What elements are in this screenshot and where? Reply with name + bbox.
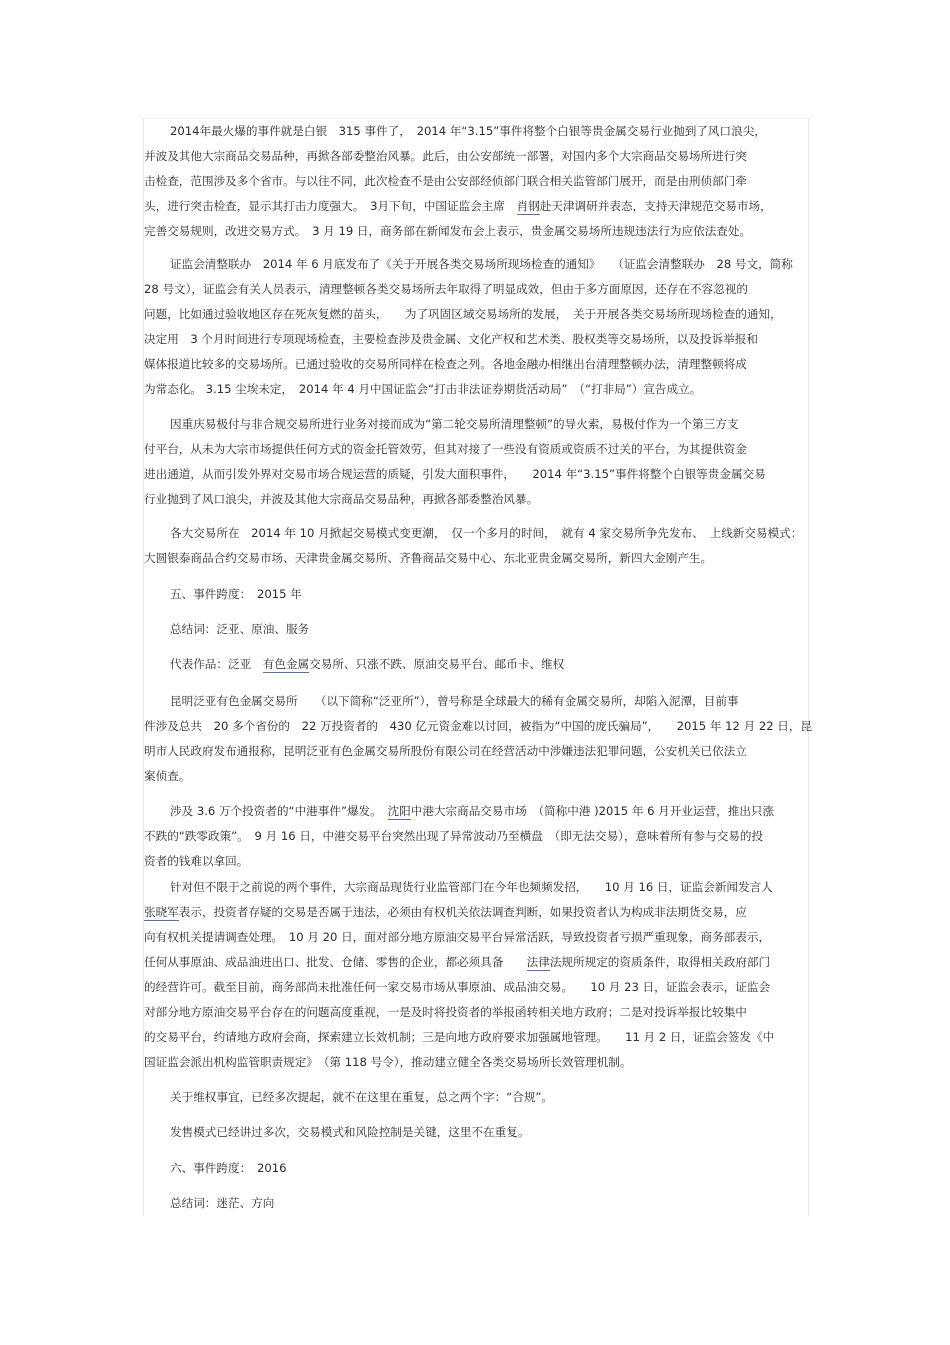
text-line: 因重庆易极付与非合规交易所进行业务对接而成为“第二轮交易所清理整顿”的导火索，易极付作为一个第三方支 [170, 417, 739, 431]
link-zhang-xiaojun[interactable]: 张晓军 [144, 905, 179, 919]
text-line: 针对但不限于之前说的两个事件，大宗商品现货行业监管部门在今年也频频发招， 10 月 16 日，证监会新闻发言人 [170, 880, 773, 894]
summary-words-2016 [144, 1191, 274, 1216]
paragraph-3 [144, 412, 766, 512]
representative-works [144, 652, 564, 677]
text-line: 六、事件跨度： 2016 [170, 1161, 287, 1175]
summary-words-2015 [144, 617, 309, 642]
text-line: 大圆银泰商品合约交易市场、天津贵金属交易所、齐鲁商品交易中心、东北亚贵金属交易所，新四大金刚产生。 [144, 551, 713, 565]
link-xiao-gang[interactable]: 肖钢 [516, 199, 540, 213]
section-heading-2015 [144, 582, 302, 607]
paragraph-sales-mode [144, 1120, 529, 1145]
paragraph-rights [144, 1085, 553, 1110]
text-segment: 表示，投资者存疑的交易是否属于违法，必须由有权机关依法调查判断，如果投资者认为构成非法期货交易，应 [178, 905, 747, 919]
text-line: 媒体报道比较多的交易场所。已通过验收的交易所同样在检查之列。各地金融办相继出台清理整顿办法，清理整顿将成 [144, 357, 747, 371]
text-line [144, 194, 772, 219]
text-segment: 头，进行突击检查，显示其打击力度强大。 3月下旬，中国证监会主席 [144, 199, 517, 213]
text-line: 发售模式已经讲过多次，交易模式和风险控制是关键，这里不在重复。 [170, 1125, 530, 1139]
text-segment: 中港大宗商品交易市场 （简称中港 )2015 年 6 月开业运营，推出只涨 [410, 804, 775, 818]
text-line [144, 799, 774, 824]
text-line: 不跌的“跌零政策”。 9 月 16 日，中港交易平台突然出现了异常波动乃至横盘 （即无法交易），意味着所有参与交易的投 [144, 829, 764, 843]
link-shenyang[interactable]: 沈阳 [387, 804, 411, 818]
text-line: 明市人民政府发布通报称，昆明泛亚有色金属交易所股份有限公司在经营活动中涉嫌违法犯罪问题，公安机关已依法立 [144, 744, 747, 758]
text-line: 各大交易所在 2014 年 10 月掀起交易模式变更潮， 仅一个多月的时间， 就有 4 家交易所争先发布、 上线新交易模式： [170, 526, 803, 540]
text-line: 总结词：泛亚、原油、服务 [170, 622, 310, 636]
link-law[interactable]: 法律 [526, 955, 550, 969]
text-line: 国证监会派出机构监管职责规定》 （第 118 号令），推动建立健全各类交易场所长效管理机制。 [144, 1055, 632, 1069]
text-line: 28 号文），证监会有关人员表示，清理整顿各类交易场所去年取得了明显成效，但由于多方面原因，还存在不容忽视的 [144, 282, 748, 296]
text-line: 完善交易规则，改进交易方式。 3 月 19 日，商务部在新闻发布会上表示，贵金属交易场所违规违法行为应依法查处。 [144, 224, 752, 238]
text-line: 证监会清整联办 2014 年 6 月底发布了《关于开展各类交易场所现场检查的通知》 （证监会清整联办 28 号文，简称 [170, 257, 793, 271]
text-line: 问题，比如通过验收地区存在死灰复燃的苗头， 为了巩固区域交易场所的发展， 关于开展各类交易场所现场检查的通知， [144, 307, 782, 321]
text-line: 昆明泛亚有色金属交易所 （以下简称“泛亚所”），曾号称是全球最大的稀有金属交易所，却陷入泥潭，目前事 [170, 694, 739, 708]
paragraph-4 [144, 521, 802, 571]
text-line: 五、事件跨度： 2015 年 [170, 587, 302, 601]
text-line [144, 950, 774, 975]
paragraph-fanya [144, 689, 812, 789]
text-line: 击检查，范围涉及多个省市。与以往不同，此次检查不是由公安部经侦部门联合相关监管部门展开，而是由刑侦部门牵 [144, 174, 747, 188]
text-segment: 赴天津调研并表态，支持天津规范交易市场， [539, 199, 772, 213]
text-line: 总结词：迷茫、方向 [170, 1196, 275, 1210]
text-line: 案侦查。 [144, 769, 191, 783]
paragraph-zhonggang [144, 799, 774, 874]
text-line: 向有权机关提请调查处理。 10 月 20 日，面对部分地方原油交易平台异常活跃，导致投资者亏损严重现象，商务部表示， [144, 930, 771, 944]
text-segment: 任何从事原油、成品油进出口、批发、仓储、零售的企业，都必须具备 [144, 955, 527, 969]
text-line: 2014年最火爆的事件就是白银 315 事件了， 2014 年“3.15”事件将整个白银等贵金属交易行业抛到了风口浪尖， [170, 124, 766, 138]
text-line: 资者的钱难以拿回。 [144, 854, 249, 868]
text-line: 决定用 3 个月时间进行专项现场检查，主要检查涉及贵金属、文化产权和艺术类、股权类等交易场所，以及投诉举报和 [144, 332, 758, 346]
text-segment: 交易所、只涨不跌、原油交易平台、邮币卡、维权 [309, 657, 565, 671]
text-line: 件涉及总共 20 多个省份的 22 万投资者的 430 亿元资金难以讨回，被指为“中国的庞氏骗局”， 2015 年 12 月 22 日，昆 [144, 719, 813, 733]
document-page [143, 118, 813, 1216]
text-line [144, 900, 774, 925]
text-line: 并波及其他大宗商品交易品种，再掀各部委整治风暴。此后，由公安部统一部署，对国内多个大宗商品交易场所进行突 [144, 149, 747, 163]
text-line: 付平台，从未为大宗市场提供任何方式的资金托管效劳，但其对接了一些没有资质或资质不过关的平台，为其提供资金 [144, 442, 747, 456]
text-line: 为常态化。 3.15 尘埃未定， 2014 年 4 月中国证监会“打击非法证券期货活动局” （“打非局”）宣告成立。 [144, 382, 702, 396]
text-segment: 代表作品：泛亚 [170, 657, 263, 671]
text-line: 对部分地方原油交易平台存在的问题高度重视，一是及时将投资者的举报函转相关地方政府；二是对投诉举报比较集中 [144, 1005, 747, 1019]
link-nonferrous-metals[interactable]: 有色金属 [262, 657, 310, 671]
text-line: 的经营许可。截至目前，商务部尚未批准任何一家交易市场从事原油、成品油交易。 10 月 23 日，证监会表示，证监会 [144, 980, 771, 994]
paragraph-2 [144, 252, 793, 402]
text-line: 进出通道，从而引发外界对交易市场合规运营的质疑，引发大面积事件， 2014 年“3.15”事件将整个白银等贵金属交易 [144, 467, 766, 481]
paragraph-regulation [144, 875, 774, 1075]
text-segment: 法规所规定的资质条件，取得相关政府部门 [549, 955, 771, 969]
text-line: 关于维权事宜，已经多次提起，就不在这里在重复，总之两个字：“合规”。 [170, 1090, 554, 1104]
section-heading-2016 [144, 1156, 286, 1181]
paragraph-1 [144, 119, 772, 244]
text-segment: 涉及 3.6 万个投资者的“中港事件”爆发。 [170, 804, 388, 818]
text-line: 的交易平台，约请地方政府会商，探索建立长效机制；三是向地方政府要求加强属地管理。 11 月 2 日，证监会签发《中 [144, 1030, 775, 1044]
text-line: 行业抛到了风口浪尖，并波及其他大宗商品交易品种，再掀各部委整治风暴。 [144, 492, 539, 506]
text-line [144, 652, 564, 677]
